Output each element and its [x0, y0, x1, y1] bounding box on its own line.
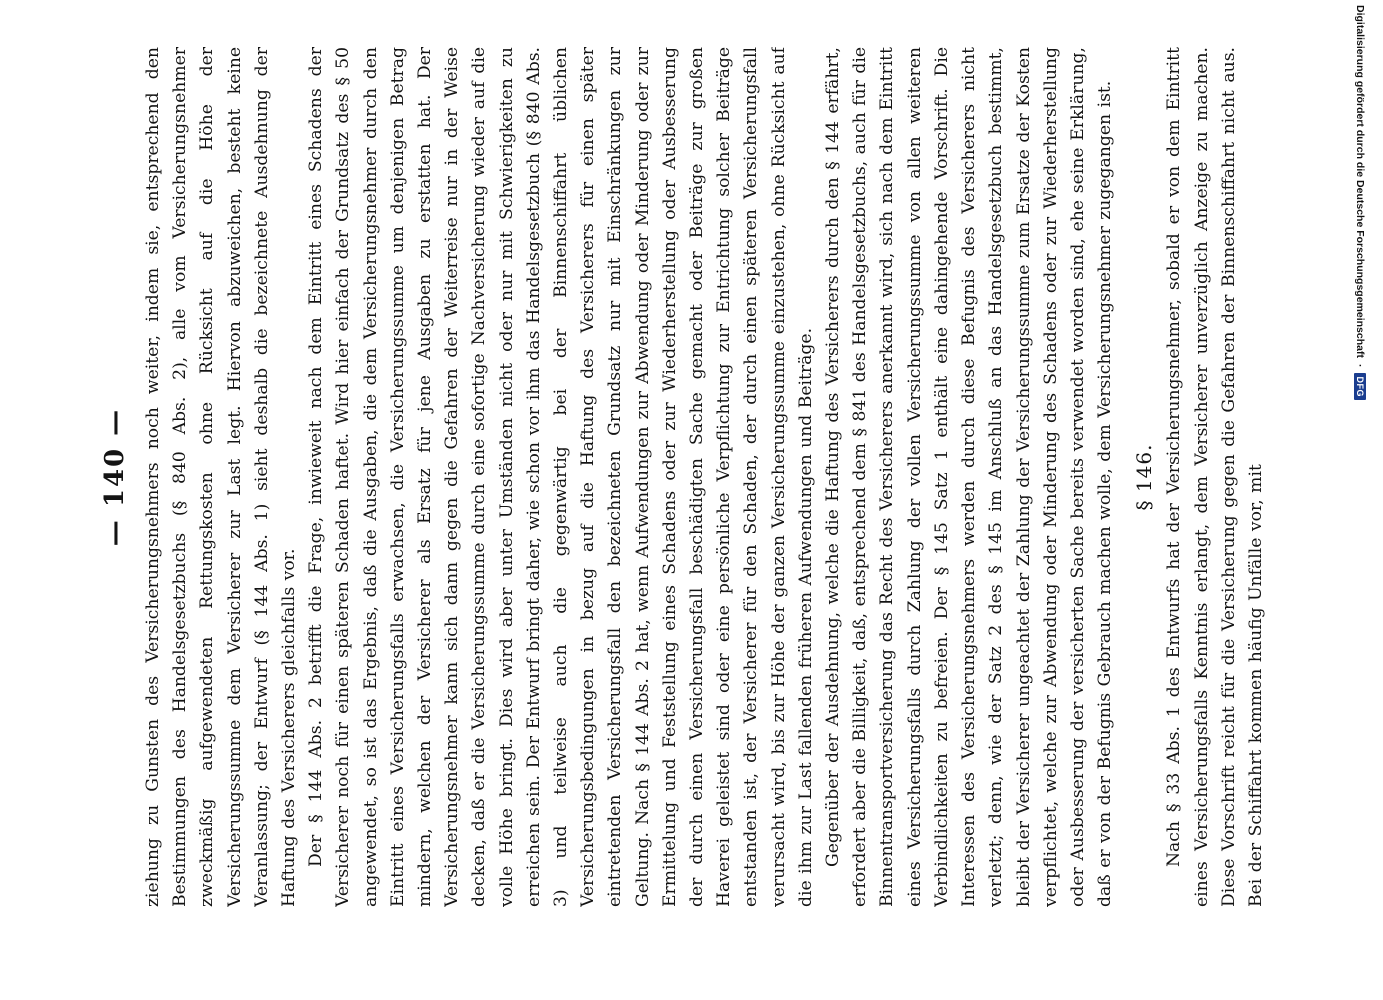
paragraph-4: Nach § 33 Abs. 1 des Entwurfs hat der Versicherungsnehmer, sobald er von dem Eintritt eines Versicherungsfalls Kenntnis erlangt, dem Versicherer unverzüglich Anzeige zu machen. Diese Vorschrift reicht für die Versicherung gegen die Gefahren der Binnenschiffahrt nicht aus. Bei der Schiffahrt kommen häufig Unfälle vor, mit — [1164, 47, 1266, 907]
page-number-header: — 140 — — [100, 407, 130, 547]
digitization-credit: Digitalisierung gefördert durch die Deutsche Forschungsgemeinschaft · DFG — [1352, 5, 1368, 998]
page-body — [140, 47, 1300, 907]
dfg-logo: DFG — [1354, 373, 1366, 400]
rotated-document-page — [100, 47, 1300, 907]
credit-text: Digitalisierung gefördert durch die Deutsche Forschungsgemeinschaft — [1354, 5, 1366, 358]
paragraph-1: ziehung zu Gunsten des Versicherungsnehmers noch weiter, indem sie, entsprechend den Bestimmungen des Handelsgesetzbuchs (§ 840 Abs. 2), alle vom Versicherungsnehmer zweckmäßig aufgewendeten Rettungskosten ohne Rücksicht auf die Höhe der Versicherungssumme dem Versicherer zur Last legt. Hiervon abzuweichen, besteht keine Veranlassung; der Entwurf (§ 144 Abs. 1) sieht deshalb die bezeichnete Ausdehnung der Haftung des Versicherers gleichfalls vor. — [143, 47, 300, 907]
paragraph-3: Gegenüber der Ausdehnung, welche die Haftung des Versicherers durch den § 144 erfährt, erfordert aber die Billigkeit, daß, entsprechend dem § 841 des Handelsgesetzbuchs, auch für die Binnentransportversicherung das Recht des Versicherers anerkannt wird, sich nach dem Eintritt eines Versicherungsfalls durch Zahlung der vollen Versicherungssumme von allen weiteren Verbindlichkeiten zu befreien. Der § 145 Satz 1 enthält eine dahingehende Vorschrift. Die Interessen des Versicherungsnehmers werden durch diese Befugnis des Versicherers nicht verletzt; denn, wie der Satz 2 des § 145 im Anschluß an das Handelsgesetzbuch bestimmt, bleibt der Versicherer ungeachtet der Zahlung der Versicherungssumme zum Ersatze der Kosten verpflichtet, welche zur Abwendung oder Minderung des Schadens oder zur Wiederherstellung oder Ausbesserung der versicherten Sache bereits verwendet worden sind, ehe seine Erklärung, daß er von der Befugnis Gebrauch machen wolle, dem Versicherungsnehmer zugegangen ist. — [823, 47, 1116, 907]
section-heading: § 146. — [1132, 443, 1157, 511]
paragraph-2: Der § 144 Abs. 2 betrifft die Frage, inwieweit nach dem Eintritt eines Schadens der Versicherer noch für einen späteren Schaden haftet. Wird hier einfach der Grundsatz des § 50 angewendet, so ist das Ergebnis, daß die Ausgaben, die dem Versicherungsnehmer durch den Eintritt eines Versicherungsfalls erwachsen, die Versicherungssumme um denjenigen Betrag mindern, welchen der Versicherer als Ersatz für jene Ausgaben zu erstatten hat. Der Versicherungsnehmer kann sich dann gegen die Gefahren der Weiterreise nur in der Weise decken, daß er die Versicherungssumme durch eine sofortige Nachversicherung wieder auf die volle Höhe bringt. Dies wird aber unter Umständen nicht oder nur mit Schwierigkeiten zu erreichen sein. Der Entwurf bringt daher, wie schon vor ihm das Handelsgesetzbuch (§ 840 Abs. 3) und teilweise auch die gegenwärtig bei der Binnenschiffahrt üblichen Versicherungsbedingungen in bezug auf die Haftung des Versicherers für einen später eintretenden Versicherungsfall den bezeichneten Grundsatz nur mit Einschränkungen zur Geltung. Nach § 144 Abs. 2 hat, wenn Aufwendungen zur Abwendung oder Minderung oder zur Ermittelung und Feststellung eines Schadens oder zur Wiederherstellung oder Ausbesserung der durch einen Versicherungsfall beschädigten Sache gemacht oder Beiträge zur großen Haverei geleistet sind oder eine persönliche Verpflichtung zur Entrichtung solcher Beiträge entstanden ist, der Versicherer für den Schaden, der durch einen späteren Versicherungsfall verursacht wird, bis zur Höhe der ganzen Versicherungssumme einzustehen, ohne Rücksicht auf die ihm zur Last fallenden früheren Aufwendungen und Beiträge. — [306, 47, 816, 907]
